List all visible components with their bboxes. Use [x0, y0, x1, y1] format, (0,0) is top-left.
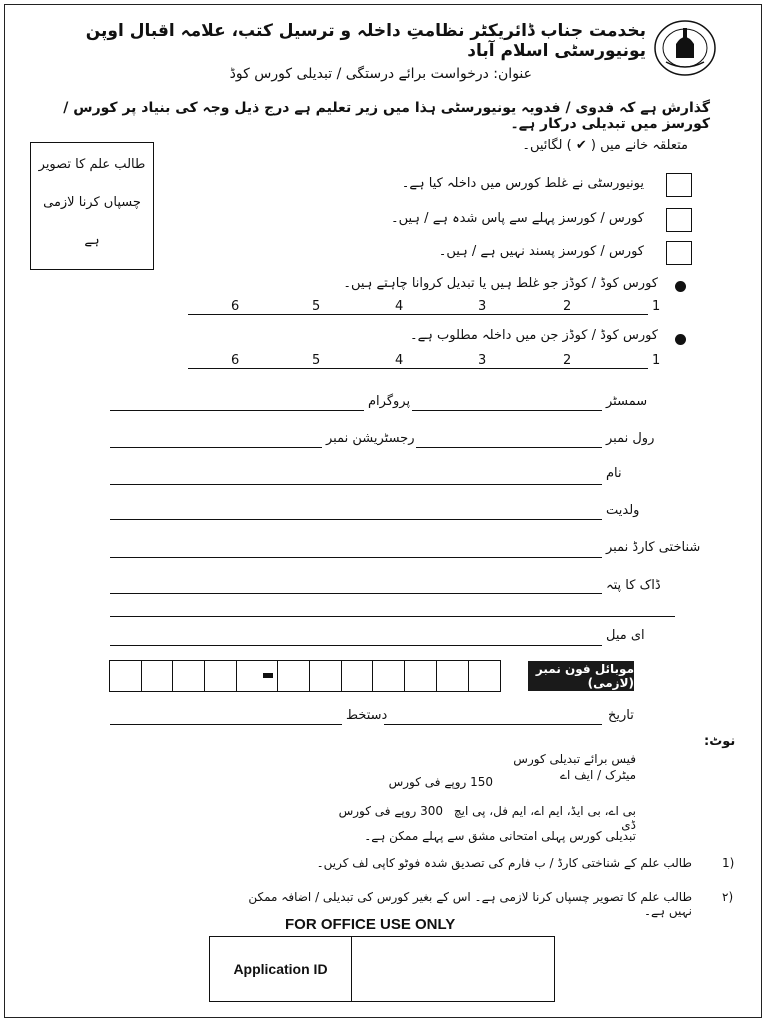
- reason-checkbox[interactable]: [666, 173, 692, 197]
- mobile-digit-cell[interactable]: [172, 660, 205, 692]
- mobile-digit-cell[interactable]: [404, 660, 437, 692]
- mobile-digit-cell[interactable]: [436, 660, 469, 692]
- mobile-digit-cell[interactable]: [309, 660, 342, 692]
- date-field[interactable]: [384, 724, 602, 725]
- program-field[interactable]: [110, 410, 364, 411]
- reason-label: کورس / کورسز پسند نہیں ہے / ہیں۔: [438, 244, 644, 259]
- code-number: 2: [563, 353, 572, 368]
- note-item: طالب علم کا تصویر چسپاں کرنا لازمی ہے۔ اس کے بغیر کورس کی تبدیلی / اضافہ ممکن نہیں ہے۔: [248, 890, 692, 918]
- note-item-number: 1): [722, 856, 735, 870]
- intro-text: گذارش ہے کہ فدوی / فدویہ یونیورسٹی ہذا میں زیر تعلیم ہے درج ذیل وجہ کی بنیاد پر کورس / کورسز میں تبدیلی درکار ہے۔: [63, 100, 710, 132]
- mobile-digit-cell[interactable]: [277, 660, 310, 692]
- cnic-label: شناختی کارڈ نمبر: [606, 540, 701, 555]
- name-label: نام: [606, 466, 622, 481]
- bullet-icon: [675, 281, 686, 292]
- photo-box-line: ہے: [84, 233, 100, 248]
- required-codes-line[interactable]: [188, 368, 648, 369]
- matric-fee: 150 روپے فی کورس: [388, 775, 493, 789]
- mobile-number-label: موبائل فون نمبر (لازمی): [528, 661, 634, 691]
- required-codes-label: کورس کوڈ / کوڈز جن میں داخلہ مطلوب ہے۔: [410, 328, 658, 343]
- roll-number-label: رول نمبر: [606, 431, 655, 446]
- subject-line: عنوان: درخواست برائے درستگی / تبدیلی کورس کوڈ: [229, 66, 532, 82]
- father-name-field[interactable]: [110, 519, 602, 520]
- signature-label: دستخط: [346, 708, 388, 723]
- mobile-digit-cell[interactable]: [141, 660, 174, 692]
- change-timing-note: تبدیلی کورس پہلی امتحانی مشق سے پہلے ممکن ہے۔: [364, 829, 636, 843]
- tick-instruction: متعلقہ خانے میں ( ✔ ) لگائیں۔: [522, 138, 688, 153]
- reason-label: کورس / کورسز پہلے سے پاس شدہ ہے / ہیں۔: [391, 211, 644, 226]
- reason-checkbox[interactable]: [666, 208, 692, 232]
- code-number: 4: [395, 299, 404, 314]
- reason-checkbox[interactable]: [666, 241, 692, 265]
- signature-field[interactable]: [110, 724, 342, 725]
- dash-icon: [263, 673, 273, 678]
- email-label: ای میل: [606, 628, 645, 643]
- addressee-title: بخدمت جناب ڈائریکٹر نظامتِ داخلہ و ترسیل کتب، علامہ اقبال اوپن یونیورسٹی اسلام آباد: [85, 21, 646, 61]
- code-number: 3: [478, 299, 487, 314]
- note-item: طالب علم کے شناختی کارڈ / ب فارم کی تصدیق شدہ فوٹو کاپی لف کریں۔: [316, 856, 692, 870]
- fee-heading: فیس برائے تبدیلی کورس: [513, 752, 636, 766]
- code-number: 2: [563, 299, 572, 314]
- notes-heading: نوٹ:: [704, 734, 736, 749]
- higher-degree-label: بی اے، بی ایڈ، ایم اے، ایم فل، پی ایچ ڈی: [453, 804, 636, 832]
- cnic-field[interactable]: [110, 557, 602, 558]
- bullet-icon: [675, 334, 686, 345]
- code-number: 5: [312, 353, 321, 368]
- code-number: 3: [478, 353, 487, 368]
- date-label: تاریخ: [608, 708, 634, 723]
- office-use-box: [209, 936, 555, 1002]
- registration-number-label: رجسٹریشن نمبر: [326, 431, 415, 446]
- father-name-label: ولدیت: [606, 503, 640, 518]
- wrong-codes-label: کورس کوڈ / کوڈز جو غلط ہیں یا تبدیل کروانا چاہتے ہیں۔: [343, 276, 658, 291]
- address-label: ڈاک کا پتہ: [606, 578, 661, 593]
- note-item-number: ۲): [722, 890, 734, 904]
- code-number: 5: [312, 299, 321, 314]
- reason-label: یونیورسٹی نے غلط کورس میں داخلہ کیا ہے۔: [401, 176, 644, 191]
- address-field-line-2[interactable]: [110, 616, 675, 617]
- mobile-number-cells[interactable]: [110, 660, 501, 692]
- email-field[interactable]: [110, 645, 602, 646]
- code-number: 6: [231, 299, 240, 314]
- mobile-digit-cell[interactable]: [341, 660, 374, 692]
- photo-box-line: چسپاں کرنا لازمی: [43, 195, 141, 210]
- matric-fa-label: میٹرک / ایف اے: [560, 768, 636, 782]
- code-number: 6: [231, 353, 240, 368]
- higher-fee: 300 روپے فی کورس: [338, 804, 443, 818]
- mobile-digit-cell[interactable]: [372, 660, 405, 692]
- photo-box: [30, 142, 154, 270]
- registration-number-field[interactable]: [110, 447, 322, 448]
- wrong-codes-line[interactable]: [188, 314, 648, 315]
- mobile-digit-cell[interactable]: [109, 660, 142, 692]
- address-field[interactable]: [110, 593, 602, 594]
- mobile-digit-cell[interactable]: [204, 660, 237, 692]
- code-number: 1: [652, 353, 661, 368]
- mobile-digit-cell[interactable]: [468, 660, 501, 692]
- semester-field[interactable]: [412, 410, 602, 411]
- roll-number-field[interactable]: [416, 447, 602, 448]
- program-label: پروگرام: [368, 394, 411, 409]
- code-number: 1: [652, 299, 661, 314]
- application-id-label: Application ID: [210, 937, 352, 1001]
- name-field[interactable]: [110, 484, 602, 485]
- office-use-title: FOR OFFICE USE ONLY: [285, 916, 456, 933]
- code-number: 4: [395, 353, 404, 368]
- semester-label: سمسٹر: [606, 394, 648, 409]
- university-logo-icon: [652, 18, 718, 78]
- application-id-field[interactable]: [352, 937, 554, 1001]
- photo-box-line: طالب علم کا تصویر: [38, 157, 146, 172]
